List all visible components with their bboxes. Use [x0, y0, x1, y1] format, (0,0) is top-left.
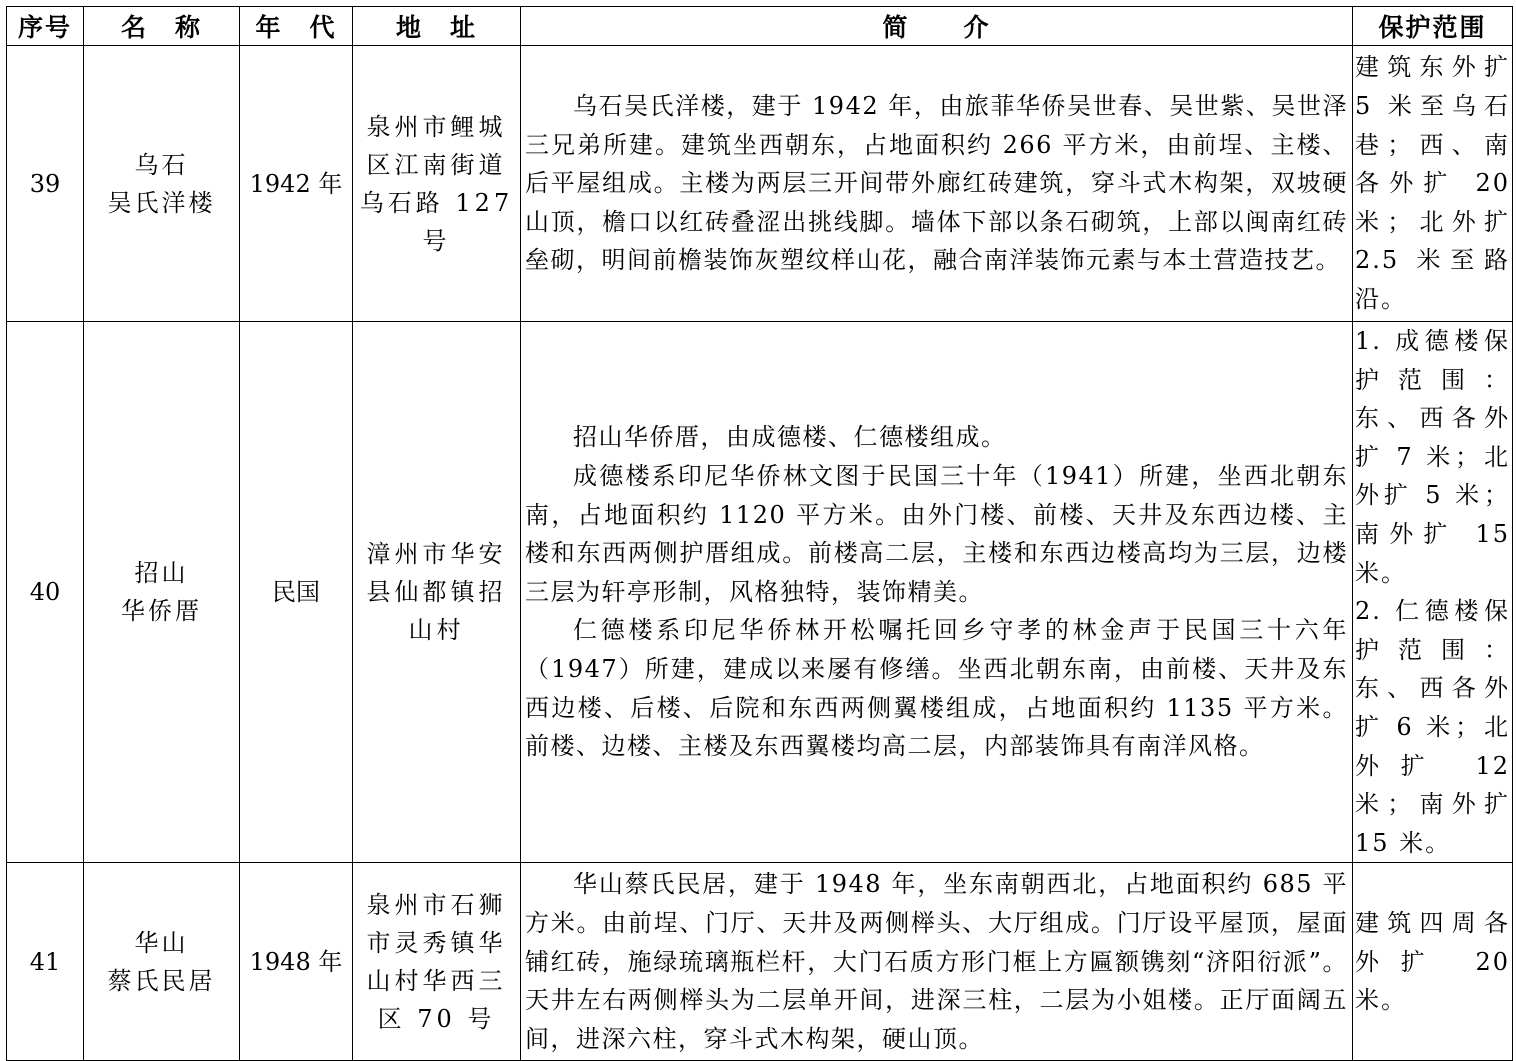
- table-row: [7, 322, 1513, 863]
- site-address: 泉州市石狮市灵秀镇华山村华西三区 70 号: [353, 863, 521, 1061]
- intro-paragraph: 仁德楼系印尼华侨林开松嘱托回乡守孝的林金声于民国三十六年（1947）所建，建成以来屡有修缮。坐西北朝东南，由前楼、天井及东西边楼、后楼、后院和东西两侧翼楼组成，占地面积约 1135 平方米。前楼、边楼、主楼及东西翼楼均高二层，内部装饰具有南洋风格。: [525, 616, 1348, 761]
- intro-paragraph: 招山华侨厝，由成德楼、仁德楼组成。: [573, 423, 1007, 452]
- site-name-line1: 华山: [134, 928, 189, 957]
- table-row: [7, 863, 1513, 1061]
- site-name: [84, 863, 240, 1061]
- scope-paragraph: 建筑四周各外扩 20 米。: [1355, 908, 1510, 1015]
- header-intro: 简 介: [521, 7, 1353, 46]
- site-address: 漳州市华安县仙都镇招山村: [353, 322, 521, 863]
- site-address: 泉州市鲤城区江南街道乌石路 127 号: [353, 46, 521, 322]
- site-era: 1948 年: [240, 863, 353, 1061]
- site-name-line2: 华侨厝: [121, 597, 202, 626]
- site-era: 1942 年: [240, 46, 353, 322]
- heritage-table: [6, 6, 1513, 1061]
- scope-paragraph: 建筑东外扩 5 米至乌石巷；西、南各外扩 20 米；北外扩 2.5 米至路沿。: [1355, 53, 1510, 313]
- intro-paragraph: 乌石吴氏洋楼，建于 1942 年，由旅菲华侨吴世春、吴世紫、吴世泽三兄弟所建。建筑坐西朝东，占地面积约 266 平方米，由前埕、主楼、后平屋组成。主楼为两层三开间带外廊红砖建筑，穿斗式木构架，双坡硬山顶，檐口以红砖叠涩出挑线脚。墙体下部以条石砌筑，上部以闽南红砖垒砌，明间前檐装饰灰塑纹样山花，融合南洋装饰元素与本土营造技艺。: [525, 92, 1348, 275]
- site-name-line1: 乌石: [134, 150, 189, 179]
- site-name-line2: 蔡氏民居: [107, 966, 216, 995]
- scope-paragraph: 2. 仁德楼保护范围：东、西各外扩 6 米；北外扩 12 米；南外扩 15 米。: [1355, 597, 1510, 857]
- row-number: 41: [7, 863, 84, 1061]
- site-intro: [521, 46, 1353, 322]
- site-name: [84, 46, 240, 322]
- header-era: 年 代: [240, 7, 353, 46]
- site-era: 民国: [240, 322, 353, 863]
- site-name-line1: 招山: [134, 559, 189, 588]
- protection-scope: [1353, 322, 1513, 863]
- site-name-line2: 吴氏洋楼: [107, 188, 216, 217]
- intro-paragraph: 华山蔡氏民居，建于 1948 年，坐东南朝西北，占地面积约 685 平方米。由前埕、门厅、天井及两侧榉头、大厅组成。门厅设平屋顶，屋面铺红砖，施绿琉璃瓶栏杆，大门石质方形门框上方匾额镌刻“济阳衍派”。天井左右两侧榉头为二层单开间，进深三柱，二层为小姐楼。正厅面阔五间，进深六柱，穿斗式木构架，硬山顶。: [525, 870, 1348, 1053]
- header-address: 地 址: [353, 7, 521, 46]
- table-row: [7, 46, 1513, 322]
- site-name: [84, 322, 240, 863]
- protection-scope: [1353, 863, 1513, 1061]
- scope-paragraph: 1. 成德楼保护范围：东、西各外扩 7 米；北外扩 5 米；南外扩 15 米。: [1355, 327, 1510, 587]
- site-intro: [521, 322, 1353, 863]
- header-no: 序号: [7, 7, 84, 46]
- header-row: [7, 7, 1513, 46]
- site-intro: [521, 863, 1353, 1061]
- row-number: 39: [7, 46, 84, 322]
- intro-paragraph: 成德楼系印尼华侨林文图于民国三十年（1941）所建，坐西北朝东南，占地面积约 1120 平方米。由外门楼、前楼、天井及东西边楼、主楼和东西两侧护厝组成。前楼高二层，主楼和东西边楼高均为三层，边楼三层为轩亭形制，风格独特，装饰精美。: [525, 462, 1348, 606]
- header-name: 名 称: [84, 7, 240, 46]
- header-scope: 保护范围: [1353, 7, 1513, 46]
- protection-scope: [1353, 46, 1513, 322]
- row-number: 40: [7, 322, 84, 863]
